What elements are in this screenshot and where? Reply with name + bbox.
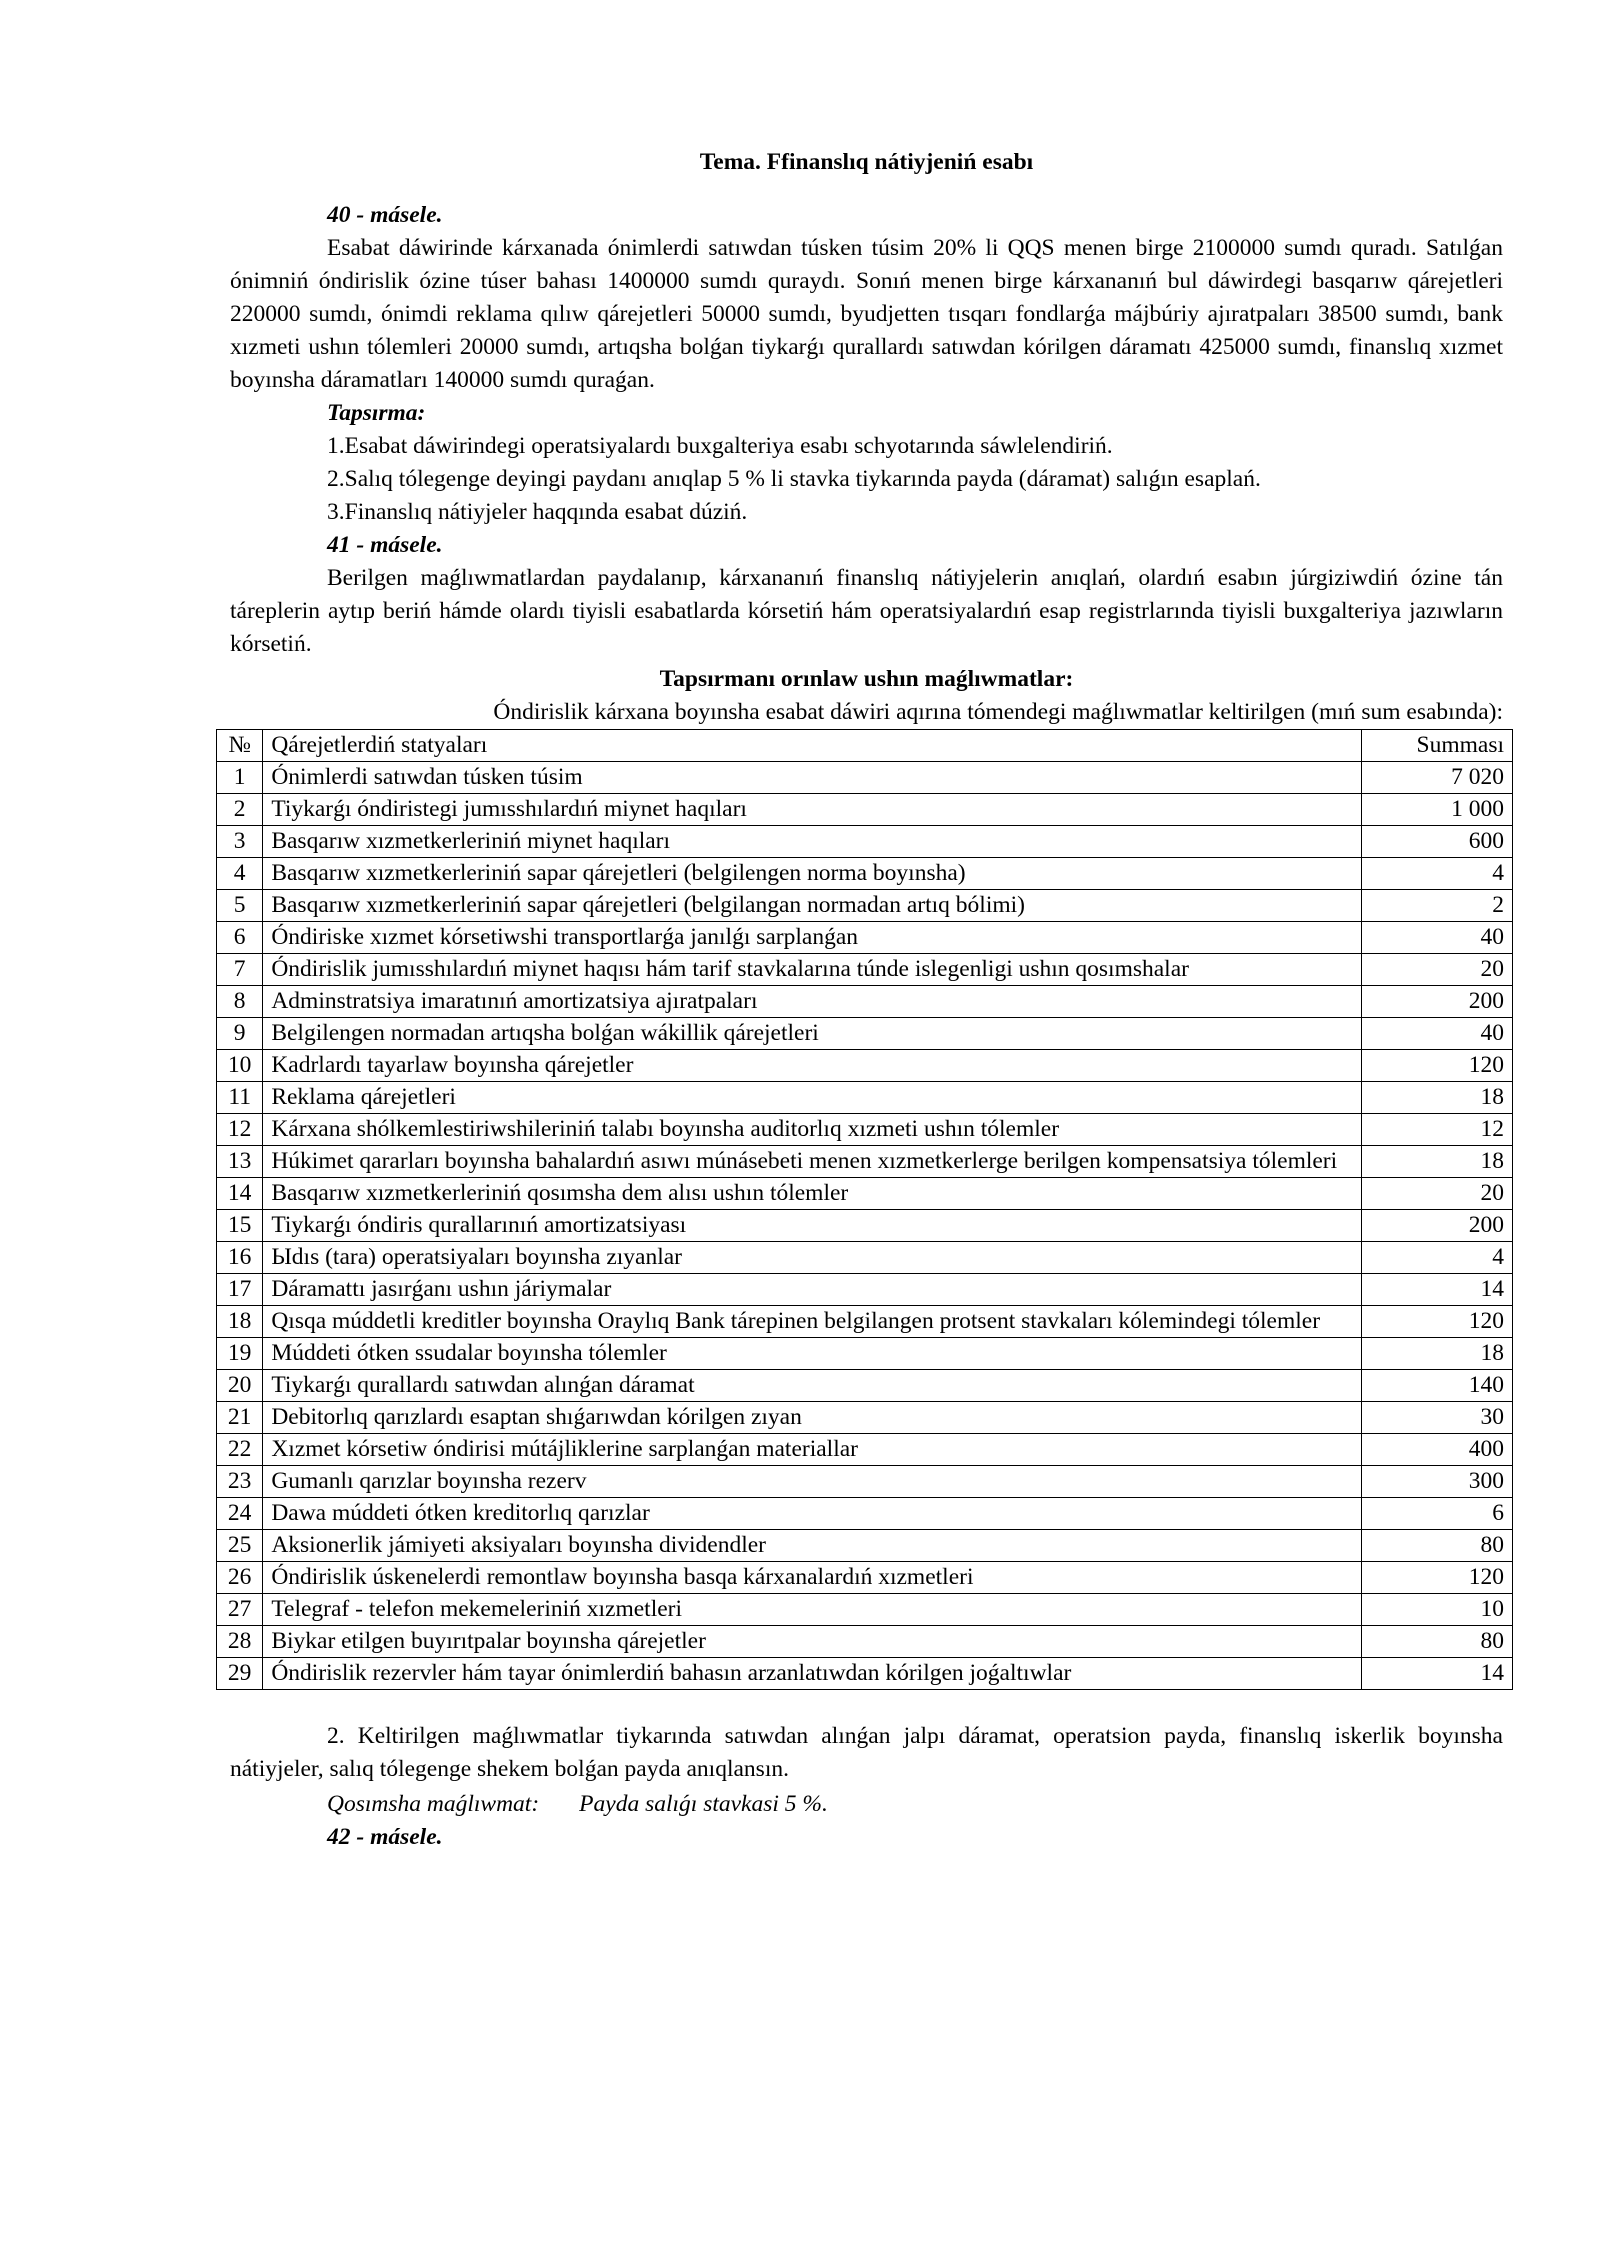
row-sum: 200 — [1361, 1210, 1512, 1242]
task-40-body: Esabat dáwirinde kárxanada ónimlerdi satıwdan túsken túsim 20% li QQS menen birge 2100000 sumdı quradı. Satılǵan ónimniń óndirislik ózine túser bahası 1400000 sumdı quraydı. Sonıń menen birge kárxananıń bul dáwirdegi basqarıw qárejetleri 220000 sumdı, ónimdi reklama qılıw qárejetleri 50000 sumdı, byudjetten tısqarı fondlarǵa májbúriy ajıratpaları 38500 sumdı, bank xızmeti ushın tólemleri 20000 sumdı, artıqsha bolǵan tiykarǵı qurallardı satıwdan kórilgen dáramatı 425000 sumdı, finanslıq xızmet boyınsha dáramatları 140000 sumdı quraǵan. — [230, 235, 1503, 393]
table-row — [217, 1658, 1513, 1690]
additional-info — [327, 1788, 1503, 1821]
row-number: 13 — [217, 1146, 263, 1178]
row-number: 3 — [217, 826, 263, 858]
row-number: 15 — [217, 1210, 263, 1242]
table-row — [217, 1082, 1513, 1114]
row-number: 19 — [217, 1338, 263, 1370]
row-number: 28 — [217, 1626, 263, 1658]
row-name: Ыdıs (tara) operatsiyaları boyınsha zıyanlar — [263, 1242, 1361, 1274]
row-name: Biykar etilgen buyırıtpalar boyınsha qárejetler — [263, 1626, 1361, 1658]
task-42-heading: 42 - másele. — [327, 1824, 443, 1850]
row-name: Reklama qárejetleri — [263, 1082, 1361, 1114]
row-name: Debitorlıq qarızlardı esaptan shıǵarıwdan kórilgen zıyan — [263, 1402, 1361, 1434]
row-sum: 30 — [1361, 1402, 1512, 1434]
row-name: Basqarıw xızmetkerleriniń qosımsha dem alısı ushın tólemler — [263, 1178, 1361, 1210]
row-sum: 14 — [1361, 1274, 1512, 1306]
row-sum: 1 000 — [1361, 794, 1512, 826]
row-sum: 120 — [1361, 1050, 1512, 1082]
task-item: 1.Esabat dáwirindegi operatsiyalardı buxgalteriya esabı schyotarında sáwlelendiriń. — [327, 433, 1113, 459]
row-number: 10 — [217, 1050, 263, 1082]
row-number: 14 — [217, 1178, 263, 1210]
row-name: Xızmet kórsetiw óndirisi mútájliklerine sarplanǵan materiallar — [263, 1434, 1361, 1466]
row-name: Aksionerlik jámiyeti aksiyaları boyınsha dividendler — [263, 1530, 1361, 1562]
row-name: Basqarıw xızmetkerleriniń miynet haqıları — [263, 826, 1361, 858]
header-sum: Summası — [1361, 730, 1512, 762]
row-number: 4 — [217, 858, 263, 890]
row-number: 5 — [217, 890, 263, 922]
task-40-heading: 40 - másele. — [327, 202, 443, 228]
row-number: 20 — [217, 1370, 263, 1402]
row-name: Múddeti ótken ssudalar boyınsha tólemler — [263, 1338, 1361, 1370]
row-name: Dawa múddeti ótken kreditorlıq qarızlar — [263, 1498, 1361, 1530]
row-sum: 20 — [1361, 1178, 1512, 1210]
row-number: 26 — [217, 1562, 263, 1594]
table-row — [217, 986, 1513, 1018]
row-sum: 4 — [1361, 1242, 1512, 1274]
row-name: Gumanlı qarızlar boyınsha rezerv — [263, 1466, 1361, 1498]
row-sum: 18 — [1361, 1082, 1512, 1114]
row-name: Tiykarǵı qurallardı satıwdan alınǵan dáramat — [263, 1370, 1361, 1402]
row-number: 23 — [217, 1466, 263, 1498]
table-row — [217, 1402, 1513, 1434]
row-sum: 120 — [1361, 1306, 1512, 1338]
table-row — [217, 794, 1513, 826]
table-body — [217, 762, 1513, 1690]
row-sum: 6 — [1361, 1498, 1512, 1530]
row-name: Belgilengen normadan artıqsha bolǵan wákillik qárejetleri — [263, 1018, 1361, 1050]
row-name: Adminstratsiya imaratınıń amortizatsiya ajıratpaları — [263, 986, 1361, 1018]
table-header-row — [217, 730, 1513, 762]
table-row — [217, 1626, 1513, 1658]
row-name: Óndirislik rezervler hám tayar ónimlerdiń bahasın arzanlatıwdan kórilgen joǵaltıwlar — [263, 1658, 1361, 1690]
row-number: 27 — [217, 1594, 263, 1626]
row-name: Ónimlerdi satıwdan túsken túsim — [263, 762, 1361, 794]
table-row — [217, 1594, 1513, 1626]
note-label: Qosımsha maǵlıwmat: — [327, 1791, 540, 1817]
row-sum: 300 — [1361, 1466, 1512, 1498]
table-intro: Óndirislik kárxana boyınsha esabat dáwiri aqırına tómendegi maǵlıwmatlar keltirilgen (mıń sum esabında): — [493, 699, 1503, 725]
row-sum: 18 — [1361, 1146, 1512, 1178]
table-row — [217, 1306, 1513, 1338]
row-number: 9 — [217, 1018, 263, 1050]
row-name: Kárxana shólkemlestiriwshileriniń talabı boyınsha auditorlıq xızmeti ushın tólemler — [263, 1114, 1361, 1146]
row-number: 6 — [217, 922, 263, 954]
row-sum: 18 — [1361, 1338, 1512, 1370]
row-number: 17 — [217, 1274, 263, 1306]
table-row — [217, 1050, 1513, 1082]
row-number: 8 — [217, 986, 263, 1018]
row-number: 12 — [217, 1114, 263, 1146]
table-row — [217, 1274, 1513, 1306]
row-number: 22 — [217, 1434, 263, 1466]
table-row — [217, 922, 1513, 954]
row-number: 25 — [217, 1530, 263, 1562]
row-number: 18 — [217, 1306, 263, 1338]
row-name: Kadrlardı tayarlaw boyınsha qárejetler — [263, 1050, 1361, 1082]
row-number: 7 — [217, 954, 263, 986]
table-row — [217, 762, 1513, 794]
table-row — [217, 1562, 1513, 1594]
table-row — [217, 1210, 1513, 1242]
row-name: Óndirislik jumısshılardıń miynet haqısı hám tarif stavkalarına túnde islegenligi ushın qosımshalar — [263, 954, 1361, 986]
task-41-instruction: 2. Keltirilgen maǵlıwmatlar tiykarında satıwdan alınǵan jalpı dáramat, operatsion payda, finanslıq iskerlik boyınsha nátiyjeler, salıq tólegenge shekem bolǵan payda anıqlansın. — [230, 1723, 1503, 1782]
row-sum: 120 — [1361, 1562, 1512, 1594]
row-number: 29 — [217, 1658, 263, 1690]
row-name: Óndirislik úskenelerdi remontlaw boyınsha basqa kárxanalardıń xızmetleri — [263, 1562, 1361, 1594]
row-sum: 10 — [1361, 1594, 1512, 1626]
row-sum: 80 — [1361, 1626, 1512, 1658]
row-name: Tiykarǵı óndiristegi jumısshılardıń miynet haqıları — [263, 794, 1361, 826]
row-sum: 7 020 — [1361, 762, 1512, 794]
row-sum: 4 — [1361, 858, 1512, 890]
row-name: Qısqa múddetli kreditler boyınsha Oraylıq Bank tárepinen belgilangen protsent stavkaları kólemindegi tólemler — [263, 1306, 1361, 1338]
row-name: Dáramattı jasırǵanı ushın járiymalar — [263, 1274, 1361, 1306]
row-number: 11 — [217, 1082, 263, 1114]
row-sum: 2 — [1361, 890, 1512, 922]
row-name: Basqarıw xızmetkerleriniń sapar qárejetleri (belgilengen norma boyınsha) — [263, 858, 1361, 890]
row-sum: 14 — [1361, 1658, 1512, 1690]
row-sum: 200 — [1361, 986, 1512, 1018]
table-row — [217, 1498, 1513, 1530]
table-row — [217, 890, 1513, 922]
row-number: 1 — [217, 762, 263, 794]
row-sum: 40 — [1361, 922, 1512, 954]
task-item: 2.Salıq tólegenge deyingi paydanı anıqlap 5 % li stavka tiykarında payda (dáramat) salıǵın esaplań. — [327, 466, 1261, 492]
task-item: 3.Finanslıq nátiyjeler haqqında esabat dúziń. — [327, 499, 748, 525]
data-heading: Tapsırmanı orınlaw ushın maǵlıwmatlar: — [659, 666, 1074, 692]
note-value: Payda salıǵı stavkasi 5 %. — [579, 1791, 828, 1817]
row-sum: 400 — [1361, 1434, 1512, 1466]
row-sum: 40 — [1361, 1018, 1512, 1050]
row-sum: 80 — [1361, 1530, 1512, 1562]
row-sum: 140 — [1361, 1370, 1512, 1402]
table-row — [217, 858, 1513, 890]
row-name: Tiykarǵı óndiris qurallarınıń amortizatsiyası — [263, 1210, 1361, 1242]
table-row — [217, 1338, 1513, 1370]
row-number: 16 — [217, 1242, 263, 1274]
table-row — [217, 1114, 1513, 1146]
table-row — [217, 1242, 1513, 1274]
header-name: Qárejetlerdiń statyaları — [263, 730, 1361, 762]
document-title: Tema. Ffinanslıq nátiyjeniń esabı — [699, 149, 1034, 175]
table-row — [217, 1018, 1513, 1050]
row-name: Telegraf - telefon mekemeleriniń xızmetleri — [263, 1594, 1361, 1626]
row-sum: 12 — [1361, 1114, 1512, 1146]
row-number: 2 — [217, 794, 263, 826]
table-row — [217, 1466, 1513, 1498]
table-row — [217, 1434, 1513, 1466]
tasks-heading: Tapsırma: — [327, 400, 426, 426]
table-row — [217, 1370, 1513, 1402]
row-name: Húkimet qararları boyınsha bahalardıń asıwı múnásebeti menen xızmetkerlerge berilgen kompensatsiya tólemleri — [263, 1146, 1361, 1178]
expense-table — [216, 729, 1513, 1690]
table-row — [217, 1178, 1513, 1210]
row-sum: 20 — [1361, 954, 1512, 986]
row-name: Óndiriske xızmet kórsetiwshi transportlarǵa janılǵı sarplanǵan — [263, 922, 1361, 954]
row-number: 21 — [217, 1402, 263, 1434]
row-sum: 600 — [1361, 826, 1512, 858]
header-number: № — [217, 730, 263, 762]
task-41-body: Berilgen maǵlıwmatlardan paydalanıp, kárxananıń finanslıq nátiyjelerin anıqlań, olardıń esabın júrgiziwdiń ózine tán táreplerin aytıp beriń hámde olardı tiyisli esabatlarda kórsetiń hám operatsiyalardıń esap registrlarında tiyisli buxgalteriya jazıwların kórsetiń. — [230, 565, 1503, 657]
document-page — [227, 146, 1504, 1854]
table-row — [217, 1146, 1513, 1178]
row-number: 24 — [217, 1498, 263, 1530]
table-row — [217, 826, 1513, 858]
task-41-heading: 41 - másele. — [327, 532, 443, 558]
row-name: Basqarıw xızmetkerleriniń sapar qárejetleri (belgilangan normadan artıq bólimi) — [263, 890, 1361, 922]
table-row — [217, 954, 1513, 986]
table-row — [217, 1530, 1513, 1562]
